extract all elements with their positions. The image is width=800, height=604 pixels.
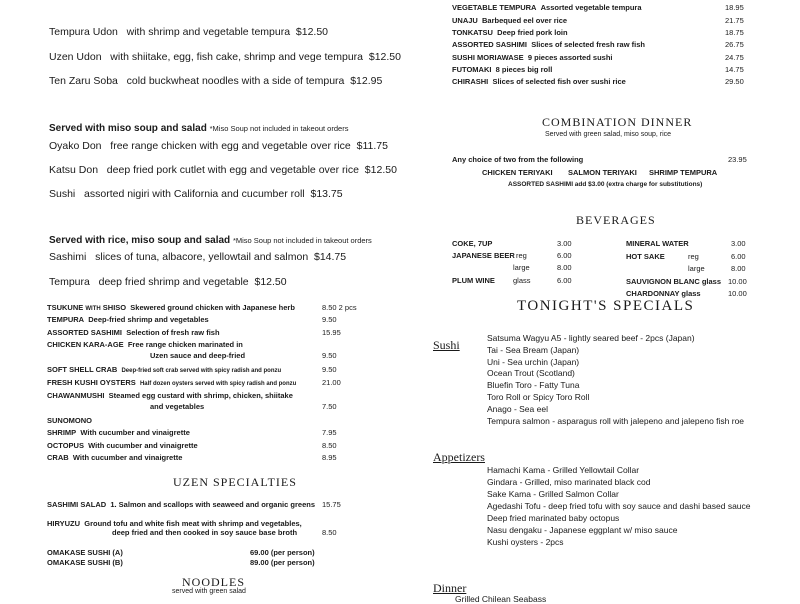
list-item: CRAB With cucumber and vinaigrette (47, 453, 183, 462)
price: 26.75 (725, 40, 744, 49)
list-item: MINERAL WATER (626, 239, 689, 248)
list-item: FUTOMAKI 8 pieces big roll (452, 65, 553, 74)
list-item: Deep fried marinated baby octopus (487, 513, 620, 523)
list-item: Bluefin Toro - Fatty Tuna (487, 380, 580, 391)
list-item: Sake Kama - Grilled Salmon Collar (487, 489, 619, 499)
price: 21.00 (322, 378, 341, 387)
price: 9.50 (322, 315, 337, 324)
section-title: UZEN SPECIALTIES (173, 475, 297, 489)
list-item: Tempura deep fried shrimp and vegetable $12.50 (49, 276, 287, 288)
list-item: Ocean Trout (Scotland) (487, 368, 575, 379)
list-item: HOT SAKE (626, 252, 665, 261)
price: 8.00 (557, 263, 572, 272)
price: 8.50 2 pcs (322, 303, 357, 312)
list-item: Agedashi Tofu - deep fried tofu with soy sauce and dashi based sauce (487, 501, 751, 511)
price: 8.00 (731, 264, 746, 273)
list-item: COKE, 7UP (452, 239, 493, 248)
list-item: ASSORTED SASHIMI Selection of fresh raw fish (47, 328, 220, 337)
list-item: TONKATSU Deep fried pork loin (452, 28, 568, 37)
price: 23.95 (728, 155, 747, 164)
price: 8.50 (322, 528, 337, 537)
price: 6.00 (557, 251, 572, 260)
list-item: Toro Roll or Spicy Toro Roll (487, 391, 590, 402)
list-item: Ten Zaru Soba cold buckwheat noodles with a side of tempura $12.95 (49, 75, 383, 87)
list-item: Kushi oysters - 2pcs (487, 537, 564, 547)
list-item: OCTOPUS With cucumber and vinaigrette (47, 441, 198, 450)
price: 10.00 (728, 277, 747, 286)
price: 14.75 (725, 65, 744, 74)
list-item: JAPANESE BEER (452, 251, 515, 260)
list-item: VEGETABLE TEMPURA Assorted vegetable tempura (452, 3, 642, 12)
price: 8.50 (322, 441, 337, 450)
list-item: TSUKUNE WITH SHISO Skewered ground chicken with Japanese herb (47, 303, 295, 312)
price: 24.75 (725, 53, 744, 62)
list-item: CHIRASHI Slices of selected fish over sushi rice (452, 77, 626, 86)
list-item: OMAKASE SUSHI (A) (47, 548, 123, 557)
section-heading: Dinner (433, 581, 467, 595)
section-note: *Miso Soup not included in takeout orders (232, 236, 372, 245)
price: 18.75 (725, 28, 744, 37)
list-item: Tempura salmon - asparagus roll with jalepeno and jalepeno fish roe (487, 415, 745, 426)
list-item: ASSORTED SASHIMI Slices of selected fresh raw fish (452, 40, 645, 49)
list-item: SUSHI MORIAWASE 9 pieces assorted sushi (452, 53, 613, 62)
list-item: SHRIMP With cucumber and vinaigrette (47, 428, 190, 437)
list-item: Tempura Udon with shrimp and vegetable tempura $12.50 (49, 26, 329, 38)
list-item: Uni - Sea urchin (Japan) (487, 356, 580, 367)
section-heading: Appetizers (433, 450, 485, 464)
price: 3.00 (731, 239, 746, 248)
price: 89.00 (per person) (250, 558, 315, 567)
combination-line: Any choice of two from the following (452, 155, 584, 164)
price: 3.00 (557, 239, 572, 248)
section-heading: SUNOMONO (47, 416, 92, 425)
combination-choice: CHICKEN TERIYAKI (482, 168, 553, 177)
section-subtitle: Served with green salad, miso soup, rice (545, 131, 672, 138)
list-item: FRESH KUSHI OYSTERS Half dozen oysters served with spicy radish and ponzu (47, 378, 297, 387)
sushi-specials-list (487, 333, 744, 427)
list-item: PLUM WINE (452, 276, 495, 285)
list-item: SAUVIGNON BLANC glass (626, 277, 722, 286)
list-item: Sushi assorted nigiri with California and cucumber roll $13.75 (49, 188, 343, 200)
price: 69.00 (per person) (250, 548, 315, 557)
price: 29.50 (725, 77, 744, 86)
list-item: CHARDONNAY glass (626, 289, 701, 298)
list-item: Oyako Don free range chicken with egg and vegetable over rice $11.75 (49, 140, 388, 152)
list-item: TEMPURA Deep-fried shrimp and vegetables (47, 315, 209, 324)
list-item: Nasu dengaku - Japanese eggplant w/ miso sauce (487, 525, 678, 535)
list-item: Hamachi Kama - Grilled Yellowtail Collar (487, 465, 640, 475)
combination-choice: SALMON TERIYAKI (568, 168, 637, 177)
list-item: Anago - Sea eel (487, 403, 548, 414)
list-item: HIRYUZU Ground tofu and white fish meat with shrimp and vegetables, (47, 519, 302, 528)
list-item: Sashimi slices of tuna, albacore, yellowtail and salmon $14.75 (49, 251, 347, 263)
list-item: Grilled Chilean Seabass (455, 594, 547, 604)
price: 8.95 (322, 453, 337, 462)
appetizer-specials-list (487, 464, 751, 548)
list-item: CHICKEN KARA-AGE Free range chicken marinated in (47, 340, 243, 349)
price: 10.00 (728, 289, 747, 298)
price: 15.95 (322, 328, 341, 337)
price: 7.95 (322, 428, 337, 437)
list-item: Satsuma Wagyu A5 - lightly seared beef - 2pcs (Japan) (487, 333, 695, 343)
section-title: BEVERAGES (576, 213, 656, 227)
section-subtitle: served with green salad (172, 588, 246, 595)
price: 9.50 (322, 365, 337, 374)
list-item: Katsu Don deep fried pork cutlet with egg and vegetable over rice $12.50 (49, 164, 397, 176)
combination-note: ASSORTED SASHIMI add $3.00 (extra charge for substitutions) (508, 181, 703, 188)
combination-choice: SHRIMP TEMPURA (649, 168, 718, 177)
section-title: NOODLES (182, 575, 245, 589)
list-item: CHAWANMUSHI Steamed egg custard with shrimp, chicken, shiitake (47, 391, 293, 400)
price: 6.00 (557, 276, 572, 285)
list-item: UNAJU Barbequed eel over rice (452, 16, 568, 25)
list-item: SASHIMI SALAD 1. Salmon and scallops with seaweed and organic greens (47, 500, 315, 509)
section-heading: Served with rice, miso soup and salad (49, 235, 231, 246)
price: 15.75 (322, 500, 341, 509)
price: 21.75 (725, 16, 744, 25)
list-item: OMAKASE SUSHI (B) (47, 558, 123, 567)
section-heading: Sushi (433, 338, 460, 352)
list-item: SOFT SHELL CRAB Deep-fried soft crab served with spicy radish and ponzu (47, 365, 282, 374)
list-item: Uzen Udon with shiitake, egg, fish cake, shrimp and vege tempura $12.50 (49, 51, 401, 63)
price: 6.00 (731, 252, 746, 261)
list-item: Tai - Sea Bream (Japan) (487, 344, 580, 355)
price: 9.50 (322, 351, 337, 360)
section-note: *Miso Soup not included in takeout orders (209, 124, 349, 133)
section-heading: Served with miso soup and salad (49, 123, 207, 134)
section-title: COMBINATION DINNER (542, 115, 693, 129)
section-title: TONIGHT'S SPECIALS (517, 298, 695, 314)
list-item: Gindara - Grilled, miso marinated black cod (487, 477, 651, 487)
price: 7.50 (322, 402, 337, 411)
price: 18.95 (725, 3, 744, 12)
